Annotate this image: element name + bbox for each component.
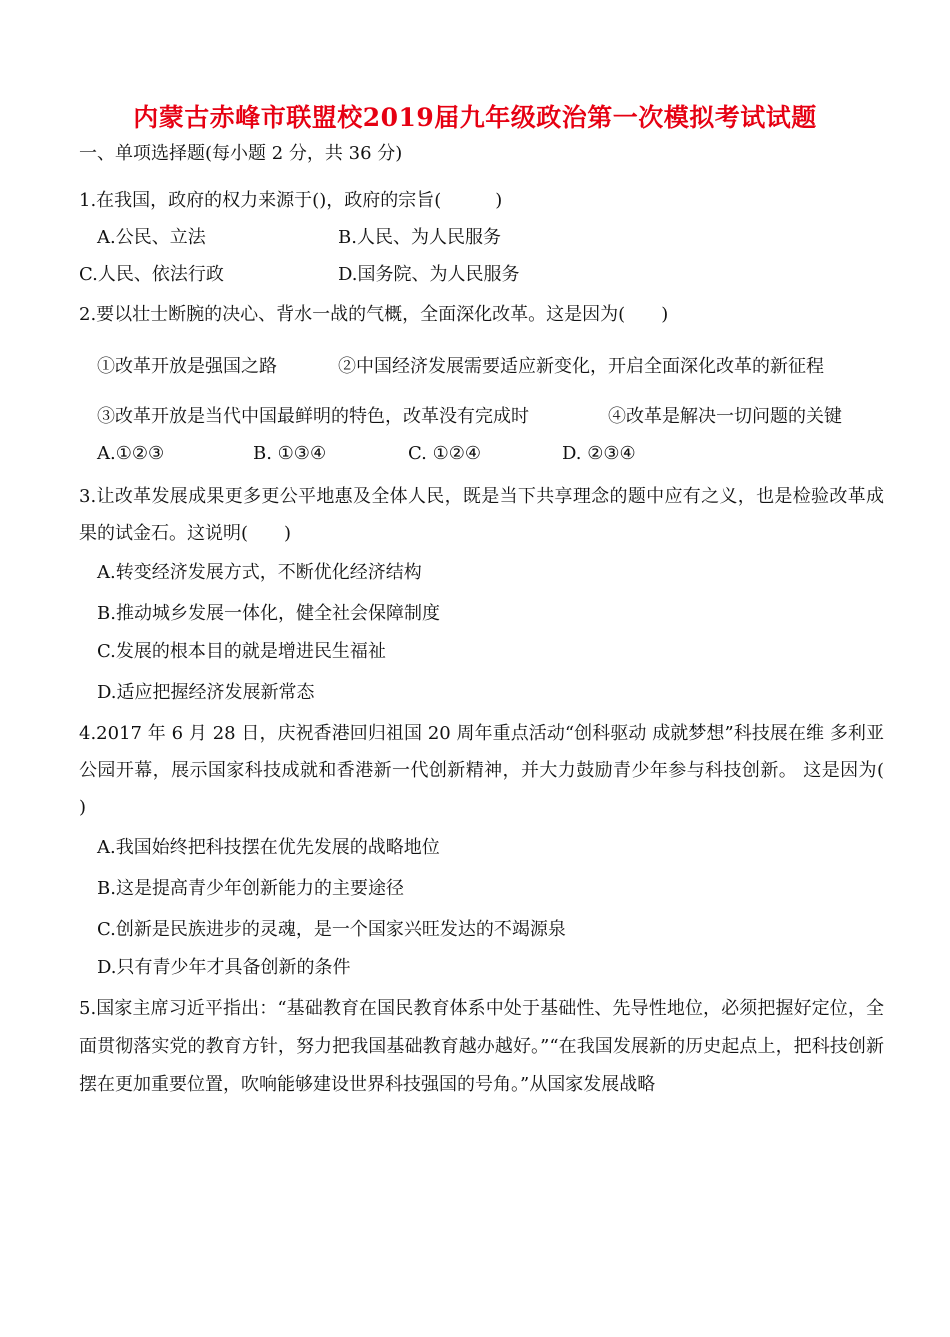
exam-title: 内蒙古赤峰市联盟校2019届九年级政治第一次模拟考试试题 <box>133 103 817 132</box>
question-2-option-d: D. ②③④ <box>562 443 636 464</box>
question-2-option-a: A.①②③ <box>97 443 165 464</box>
question-3-option-d: D.适应把握经济发展新常态 <box>97 682 315 703</box>
question-2-stem: 2.要以壮士断腕的决心、背水一战的气概，全面深化改革。这是因为( ) <box>79 304 669 325</box>
question-4-stem: 4.2017 年 6 月 28 日，庆祝香港回归祖国 20 周年重点活动“创科驱动 成就梦想”科技展在维 多利亚公园开幕，展示国家科技成就和香港新一代创新精神，并大力鼓励青少年参与科技创新。 这是因为( ) <box>79 723 938 818</box>
question-4-option-d: D.只有青少年才具备创新的条件 <box>97 957 351 978</box>
question-2-option-b: B. ①③④ <box>253 443 327 464</box>
question-3-stem: 3.让改革发展成果更多更公平地惠及全体人民，既是当下共享理念的题中应有之义，也是检验改革成果的试金石。这说明( ) <box>79 486 884 544</box>
question-2-statement-3: ③改革开放是当代中国最鲜明的特色，改革没有完成时 <box>97 406 529 427</box>
question-2-statement-4: ④改革是解决一切问题的关键 <box>608 406 842 427</box>
question-1-option-b: B.人民、为人民服务 <box>338 227 501 248</box>
question-4-option-c: C.创新是民族进步的灵魂，是一个国家兴旺发达的不竭源泉 <box>97 919 566 940</box>
question-2-statement-1: ①改革开放是强国之路 <box>97 356 277 377</box>
section-heading: 一、单项选择题(每小题 2 分，共 36 分) <box>79 143 403 164</box>
question-1-option-a: A.公民、立法 <box>97 227 206 248</box>
question-2-statement-2: ②中国经济发展需要适应新变化，开启全面深化改革的新征程 <box>338 356 824 377</box>
question-5-stem: 5.国家主席习近平指出：“基础教育在国民教育体系中处于基础性、先导性地位，必须把握好定位，全面贯彻落实党的教育方针，努力把我国基础教育越办越好。”“在我国发展新的历史起点上，把科技创新摆在更加重要位置，吹响能够建设世界科技强国的号角。”从国家发展战略 <box>79 998 884 1095</box>
question-1-option-d: D.国务院、为人民服务 <box>338 264 520 285</box>
question-4-option-a: A.我国始终把科技摆在优先发展的战略地位 <box>97 837 440 858</box>
question-1-stem: 1.在我国，政府的权力来源于()，政府的宗旨( ) <box>79 190 503 211</box>
question-3-option-c: C.发展的根本目的就是增进民生福祉 <box>97 641 386 662</box>
question-3-option-a: A.转变经济发展方式，不断优化经济结构 <box>97 562 422 583</box>
question-4-option-b: B.这是提高青少年创新能力的主要途径 <box>97 878 404 899</box>
question-1-option-c: C.人民、依法行政 <box>79 264 224 285</box>
question-2-option-c: C. ①②④ <box>408 443 481 464</box>
question-3-option-b: B.推动城乡发展一体化，健全社会保障制度 <box>97 603 440 624</box>
